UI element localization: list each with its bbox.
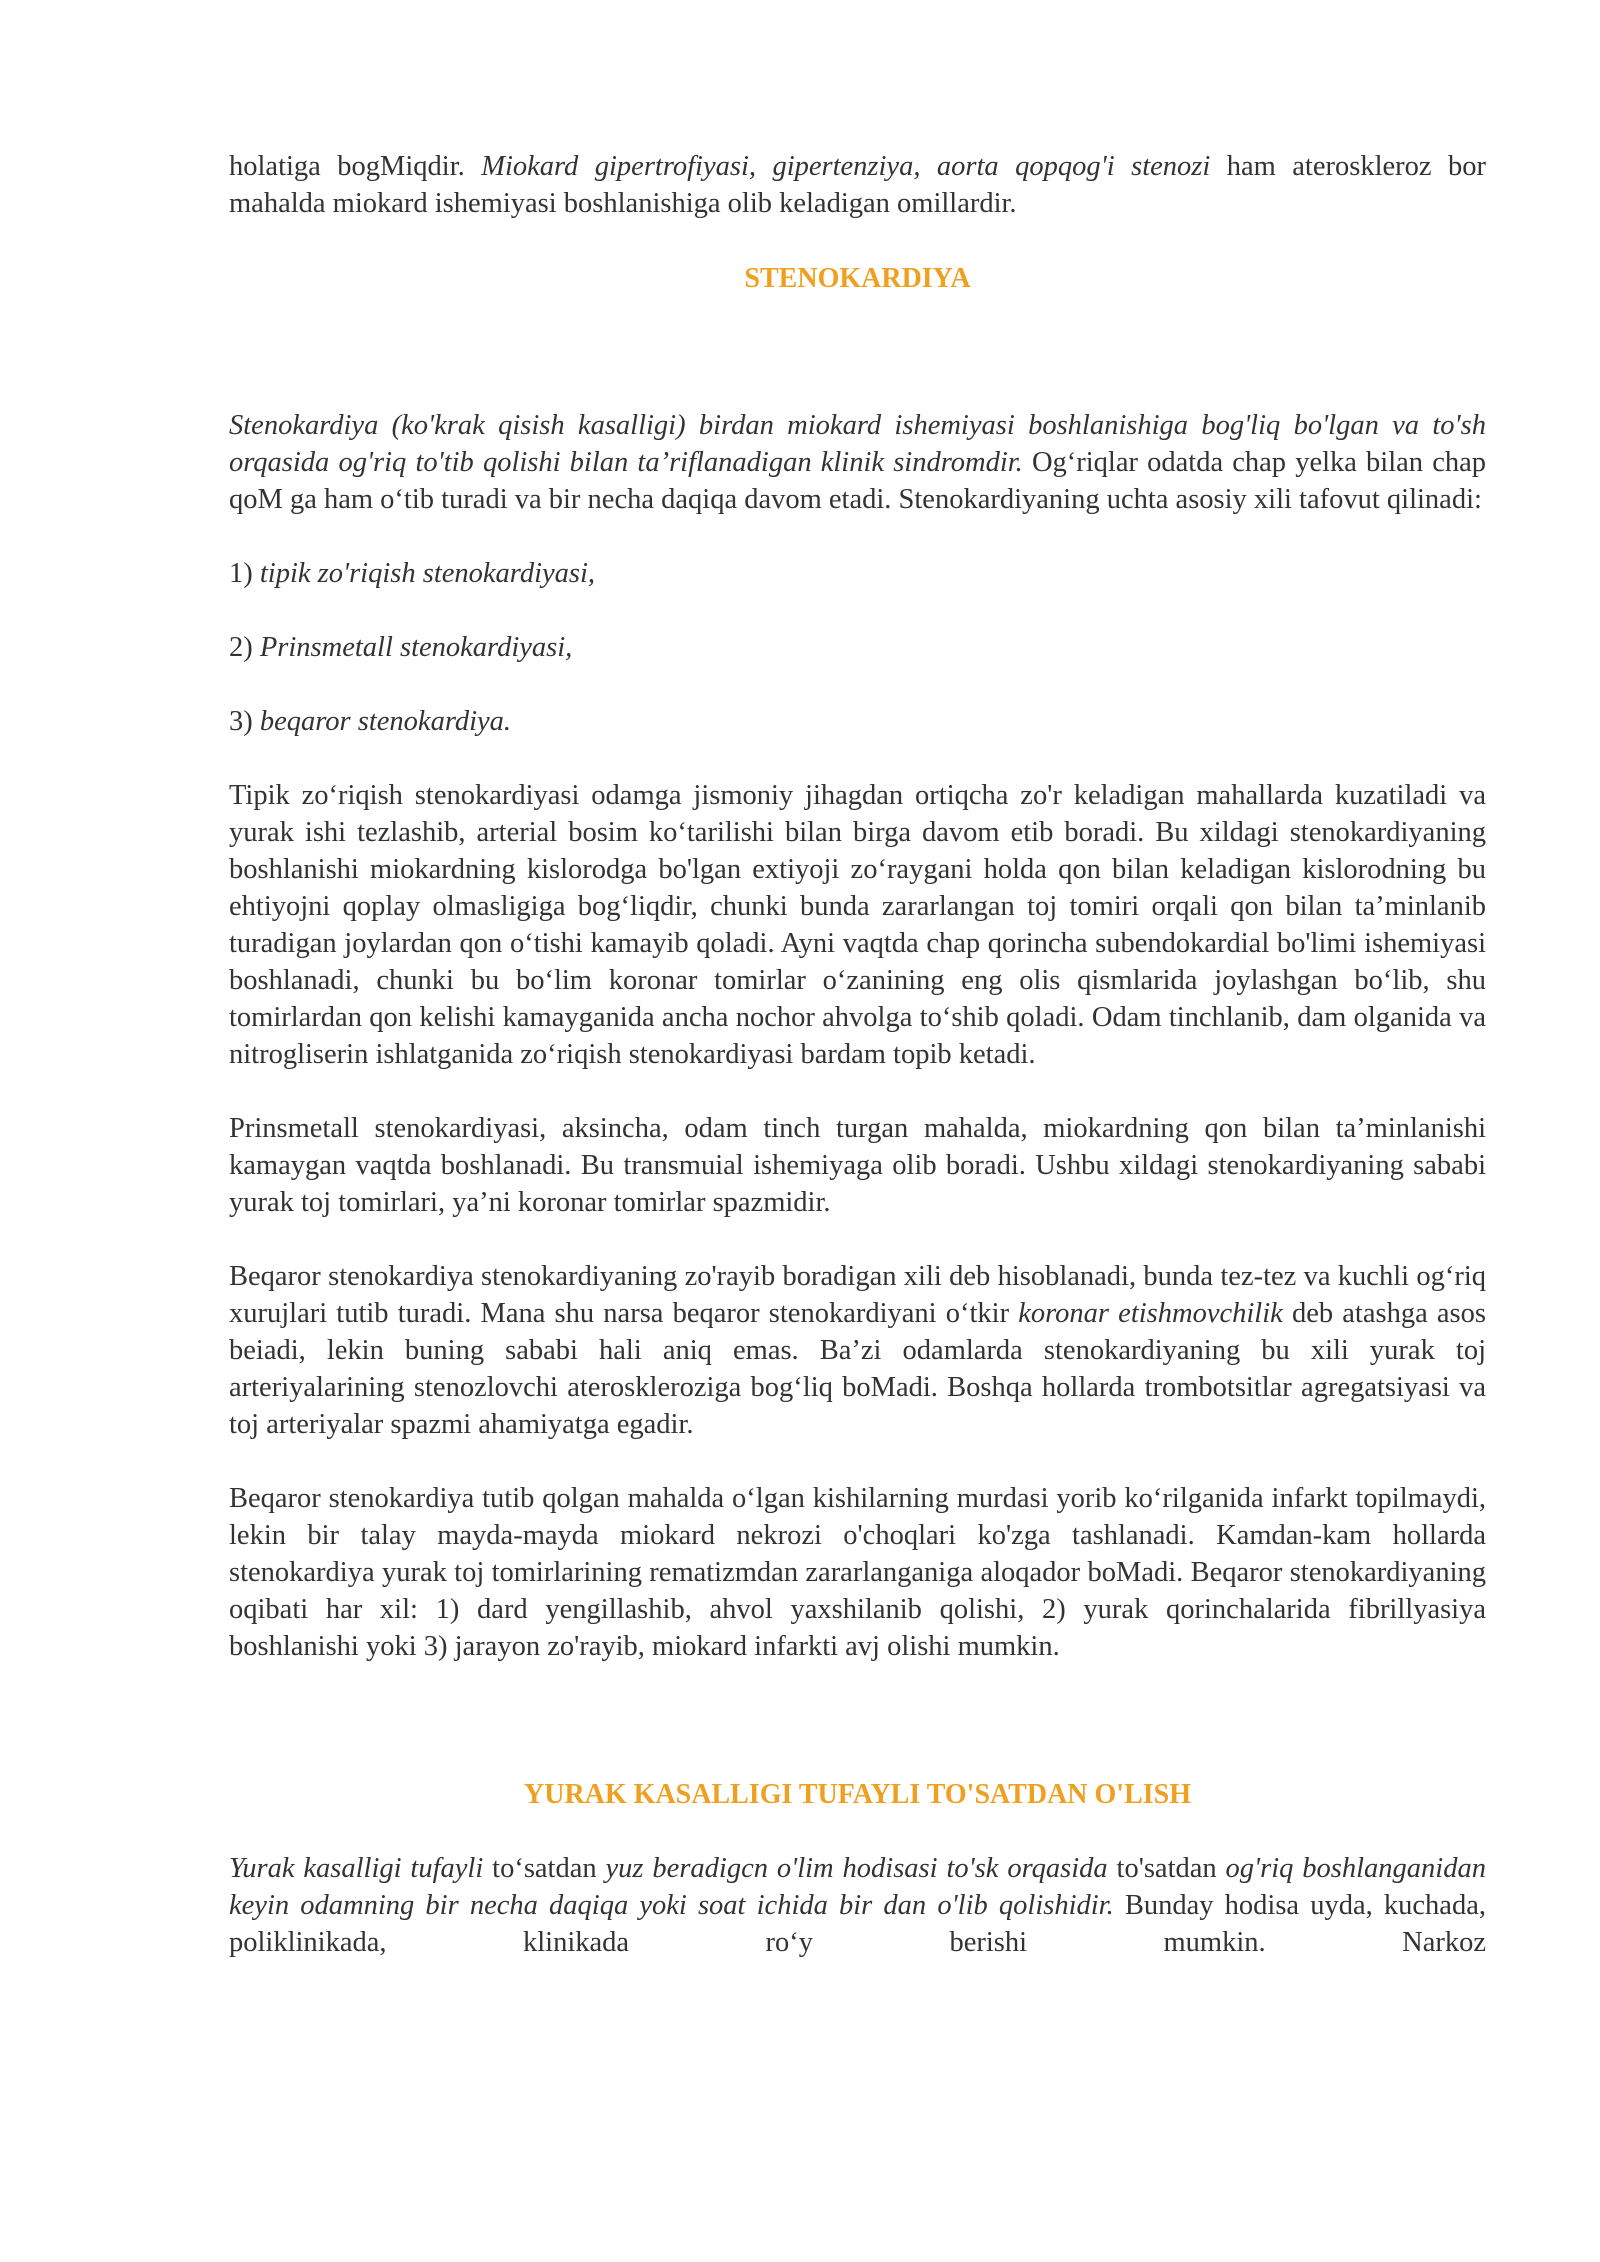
- sudden-text-1: to‘satdan: [483, 1853, 606, 1884]
- list-item-number: 2): [229, 632, 260, 663]
- sudden-italic-1: Yurak kasalligi tufayli: [229, 1853, 484, 1884]
- unstable-italic: koronar etishmovchilik: [1018, 1298, 1283, 1329]
- section-heading-stenokardiya: STENOKARDIYA: [744, 263, 971, 294]
- sudden-italic-3: og'riq boshlanganidan keyin odamning bir necha daqiqa yoki soat ichida bir dan o'lib qolishidir.: [229, 1853, 1486, 1921]
- list-item: [229, 629, 1486, 666]
- paragraph-prinzmetal-angina: Prinsmetall stenokardiyasi, aksincha, odam tinch turgan mahalda, miokardning qon bilan ta’minlanishi kamaygan vaqtda boshlanadi. Bu transmuial ishemiyaga olib boradi. Ushbu xildagi stenokardiyaning sababi yurak toj tomirlari, ya’ni koronar tomirlar spazmidir.: [229, 1113, 1486, 1218]
- document-page: [229, 148, 1486, 1961]
- list-item-text: beqaror stenokardiya.: [259, 706, 512, 737]
- definition-paragraph: [229, 407, 1486, 518]
- paragraph-unstable-outcome: Beqaror stenokardiya tutib qolgan mahalda o‘lgan kishilarning murdasi yorib ko‘rilganida infarkt topilmaydi, lekin bir talay mayda-mayda miokard nekrozi o'choqlari ko'zga tashlanadi. Kamdan-kam hollarda stenokardiya yurak toj tomirlarining rematizmdan zararlanganiga aloqador boMadi. Beqaror stenokardiyaning oqibati har xil: 1) dard yengillashib, ahvol yaxshilanib qolishi, 2) yurak qorinchalarida fibrillyasiya boshlanishi yoki 3) jarayon zo'rayib, miokard infarkti avj olishi mumkin.: [229, 1483, 1486, 1662]
- unstable-text-1: Beqaror stenokardiya stenokardiyaning zo'rayib boradigan xili deb hisoblanadi, bunda tez-tez va kuchli og‘riq xurujlari tutib turadi. Mana shu narsa beqaror stenokardiyani o‘tkir: [229, 1261, 1486, 1329]
- list-item: [229, 555, 1486, 592]
- paragraph-typical-angina: Tipik zo‘riqish stenokardiyasi odamga jismoniy jihagdan ortiqcha zo'r keladigan mahallarda kuzatiladi va yurak ishi tezlashib, arterial bosim ko‘tarilishi bilan birga davom etib boradi. Bu xildagi stenokardiyaning boshlanishi miokardning kislorodga bo'lgan extiyoji zo‘raygani holda qon bilan keladigan kislorodning bu ehtiyojni qoplay olmasligiga bog‘liqdir, chunki bunda zararlangan toj tomiri orqali qon bilan ta’minlanib turadigan joylardan qon o‘tishi kamayib qoladi. Ayni vaqtda chap qorincha subendokardial bo'limi ishemiyasi boshlanadi, chunki bu bo‘lim koronar tomirlar o‘zanining eng olis qismlarida joylashgan bo‘lib, shu tomirlardan qon kelishi kamayganida ancha nochor ahvolga to‘shib qoladi. Odam tinchlanib, dam olganida va nitrogliserin ishlatganida zo‘riqish stenokardiyasi bardam topib ketadi.: [229, 780, 1486, 1070]
- definition-rest: Og‘riqlar odatda chap yelka bilan chap qoM ga ham o‘tib turadi va bir necha daqiqa davom etadi. Stenokardiyaning uchta asosiy xili tafovut qilinadi:: [229, 447, 1486, 515]
- list-item-number: 3): [229, 706, 260, 737]
- list-item: [229, 703, 1486, 740]
- sudden-text-3: Bunday hodisa uyda, kuchada, poliklinikada, klinikada ro‘y berishi mumkin. Narkoz: [229, 1890, 1486, 1958]
- list-item-text: tipik zo'riqish stenokardiyasi,: [259, 558, 596, 589]
- unstable-text-2: deb atashga asos beiadi, lekin buning sababi hali aniq emas. Ba’zi odamlarda stenokardiyaning bu xili yurak toj arteriyalarining stenozlovchi aterosklerozigа bog‘liq boMadi. Boshqa hollarda trombotsitlar agregatsiyasi va toj arteriyalar spazmi ahamiyatga egadir.: [229, 1298, 1486, 1440]
- section-heading-sudden-death: YURAK KASALLIGI TUFAYLI TO'SATDAN O'LISH: [524, 1779, 1191, 1810]
- sudden-italic-2: yuz beradigcn o'lim hodisasi to'sk orqasida: [605, 1853, 1108, 1884]
- list-item-text: Prinsmetall stenokardiyasi,: [259, 632, 573, 663]
- paragraph-unstable-angina: [229, 1258, 1486, 1443]
- intro-text-1: holatiga bogMiqdir.: [229, 151, 482, 182]
- paragraph-sudden-death: [229, 1850, 1486, 1961]
- intro-italic: Miokard gipertrofiyasi, gipertenziya, aorta qopqog'i stenozi: [481, 151, 1211, 182]
- list-item-number: 1): [229, 558, 260, 589]
- intro-paragraph: [229, 148, 1486, 222]
- sudden-text-2: to'satdan: [1107, 1853, 1226, 1884]
- intro-text-2: ham ateroskleroz bor mahalda miokard ishemiyasi boshlanishiga olib keladigan omillardir.: [229, 151, 1486, 219]
- definition-italic: Stenokardiya (ko'krak qisish kasalligi) birdan miokard ishemiyasi boshlanishiga bog'liq bo'lgan va to'sh orqasida og'riq to'tib qolishi bilan ta’riflanadigan klinik sindromdir.: [229, 410, 1486, 478]
